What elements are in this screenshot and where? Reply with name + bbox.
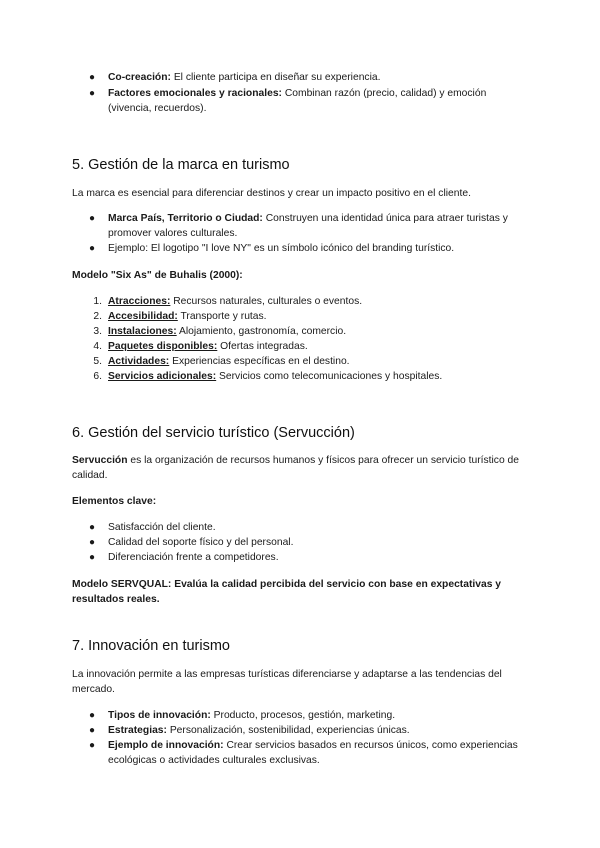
- list-item: ● Ejemplo de innovación: Crear servicios basados en recursos únicos, como experiencias ecológicas o actividades culturales exclusivas.: [89, 740, 518, 766]
- bullet-icon: ●: [89, 243, 96, 254]
- bullet-icon: ●: [89, 537, 96, 548]
- section-6-bullets: [72, 520, 530, 565]
- bullet-icon: ●: [89, 72, 96, 83]
- list-item: 1. Atracciones: Recursos naturales, culturales o eventos.: [93, 296, 363, 307]
- continuation-list: [72, 70, 530, 116]
- list-item: ● Estrategias: Personalización, sostenibilidad, experiencias únicas.: [89, 725, 410, 736]
- list-item: ● Calidad del soporte físico y del personal.: [89, 537, 294, 548]
- section-6-heading: 6. Gestión del servicio turístico (Servucción): [72, 425, 355, 441]
- list-item: ● Ejemplo: El logotipo "I love NY" es un símbolo icónico del branding turístico.: [89, 243, 455, 254]
- six-as-model-title: Modelo "Six As" de Buhalis (2000):: [72, 270, 243, 281]
- bullet-icon: ●: [89, 213, 96, 224]
- section-5-bullets: [72, 211, 530, 256]
- list-item: ● Co-creación: El cliente participa en diseñar su experiencia.: [89, 72, 381, 83]
- servqual-model: Modelo SERVQUAL: Evalúa la calidad percibida del servicio con base en expectativas y resultados reales.: [72, 579, 502, 605]
- list-item: 3. Instalaciones: Alojamiento, gastronomía, comercio.: [93, 326, 347, 337]
- bullet-icon: ●: [89, 88, 96, 99]
- list-item: 6. Servicios adicionales: Servicios como telecomunicaciones y hospitales.: [93, 371, 443, 382]
- section-7-bullets: [72, 708, 530, 768]
- six-as-list: [72, 294, 530, 384]
- bullet-icon: ●: [89, 725, 96, 736]
- list-item: ● Satisfacción del cliente.: [89, 522, 216, 533]
- bullet-icon: ●: [89, 740, 96, 751]
- section-7-intro: La innovación permite a las empresas turísticas diferenciarse y adaptarse a las tendencias del mercado.: [72, 669, 502, 695]
- list-item: ● Diferenciación frente a competidores.: [89, 552, 279, 563]
- list-item: 4. Paquetes disponibles: Ofertas integradas.: [93, 341, 308, 352]
- key-elements-title: Elementos clave:: [72, 496, 157, 507]
- section-5-intro: La marca es esencial para diferenciar destinos y crear un impacto positivo en el cliente.: [72, 188, 471, 199]
- list-item: 5. Actividades: Experiencias específicas en el destino.: [93, 356, 350, 367]
- bullet-icon: ●: [89, 552, 96, 563]
- list-item: 2. Accesibilidad: Transporte y rutas.: [93, 311, 267, 322]
- bullet-icon: ●: [89, 710, 96, 721]
- list-item: ● Tipos de innovación: Producto, procesos, gestión, marketing.: [89, 710, 396, 721]
- list-item: ● Marca País, Territorio o Ciudad: Construyen una identidad única para atraer turistas y promover valores culturales.: [89, 213, 508, 239]
- bullet-icon: ●: [89, 522, 96, 533]
- section-5-heading: 5. Gestión de la marca en turismo: [72, 157, 290, 173]
- list-item: ● Factores emocionales y racionales: Combinan razón (precio, calidad) y emoción (vivencia, recuerdos).: [89, 88, 487, 114]
- section-6-intro: Servucción es la organización de recursos humanos y físicos para ofrecer un servicio turístico de calidad.: [72, 455, 519, 481]
- section-7-heading: 7. Innovación en turismo: [72, 638, 230, 654]
